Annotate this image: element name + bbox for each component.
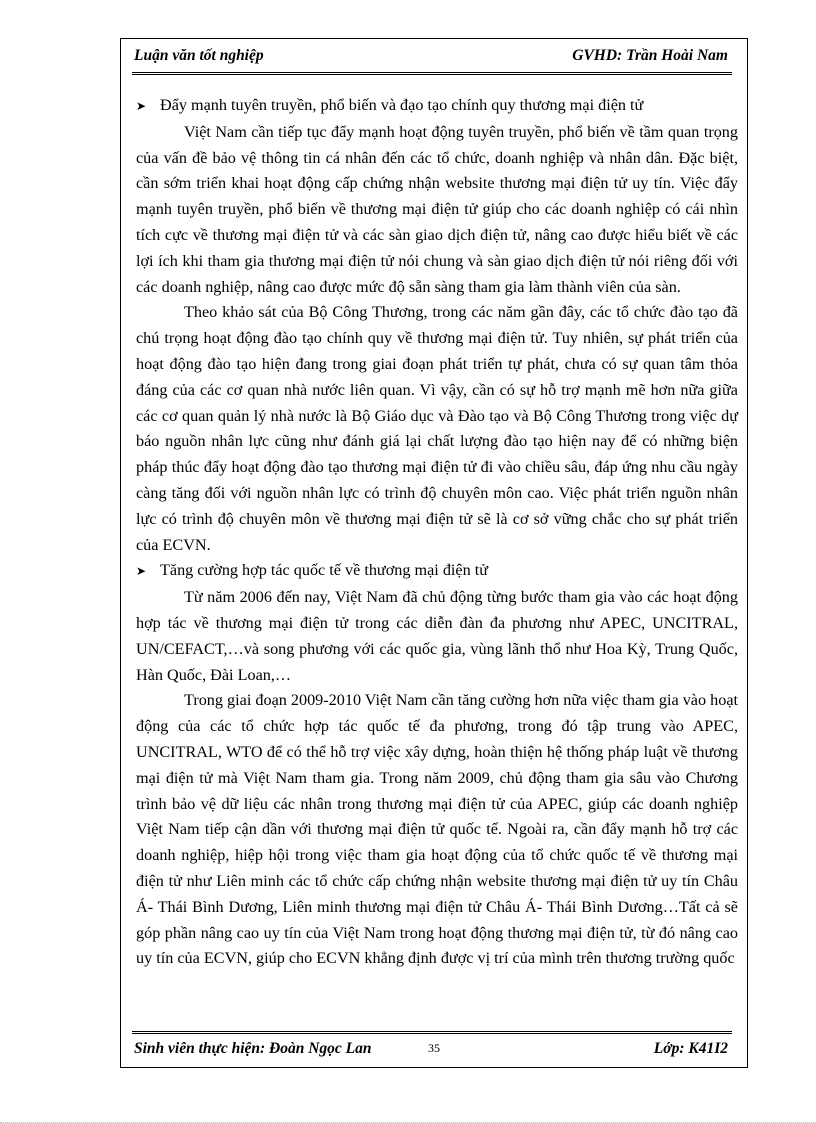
arrowhead-bullet-icon: ➤	[136, 99, 147, 113]
paragraph: Trong giai đoạn 2009-2010 Việt Nam cần tăng cường hơn nữa việc tham gia vào hoạt động của các tổ chức hợp tác quốc tế đa phương, trong đó tập trung vào APEC, UNCITRAL, WTO để có thể hỗ trợ việc xây dựng, hoàn thiện hệ thống pháp luật về thương mại điện tử mà Việt Nam tham gia. Trong năm 2009, chủ động tham gia sâu vào Chương trình bảo vệ dữ liệu các nhân trong thương mại điện tử của APEC, giúp các doanh nghiệp Việt Nam tiếp cận dần với thương mại điện tử quốc tế. Ngoài ra, cần đẩy mạnh hỗ trợ các doanh nghiệp, hiệp hội trong việc tham gia hoạt động của tổ chức quốc tế về thương mại điện tử như Liên minh các tổ chức cấp chứng nhận website thương mại điện tử uy tín Châu Á- Thái Bình Dương, Liên minh thương mại điện tử Châu Á- Thái Bình Dương…Tất cả sẽ góp phần nâng cao uy tín của Việt Nam trong hoạt động thương mại điện tử, từ đó nâng cao uy tín của ECVN, giúp cho ECVN khẳng định được vị trí của mình trên thương trường quốc	[136, 691, 738, 968]
page-header	[134, 47, 728, 69]
page-footer	[134, 1040, 728, 1062]
paragraph: Từ năm 2006 đến nay, Việt Nam đã chủ động từng bước tham gia vào các hoạt động hợp tác về thương mại điện tử trong các diễn đàn đa phương như APEC, UNCITRAL, UN/CEFACT,…và song phương với các quốc gia, vùng lãnh thổ như Hoa Kỳ, Trung Quốc, Hàn Quốc, Đài Loan,…	[136, 588, 738, 684]
paragraph: Việt Nam cần tiếp tục đẩy mạnh hoạt động tuyên truyền, phổ biến về tầm quan trọng của vấn đề bảo vệ thông tin cá nhân đến các tổ chức, doanh nghiệp và nhân dân. Đặc biệt, cần sớm triển khai hoạt động cấp chứng nhận website thương mại điện tử uy tín. Việc đẩy mạnh tuyên truyền, phổ biến về thương mại điện tử giúp cho các doanh nghiệp có cái nhìn tích cực về thương mại điện tử và các sàn giao dịch điện tử, nâng cao được hiểu biết về các lợi ích khi tham gia thương mại điện tử nói chung và sàn giao dịch điện tử nói riêng đối với các doanh nghiệp, nâng cao được mức độ sẵn sàng tham gia làm thành viên của sàn.	[136, 122, 738, 296]
document-body	[136, 93, 738, 972]
student-name: Sinh viên thực hiện: Đoàn Ngọc Lan	[134, 1040, 372, 1057]
bullet-heading-promotion	[136, 93, 738, 120]
arrowhead-bullet-icon: ➤	[136, 564, 147, 579]
class-code: Lớp: K41I2	[653, 1040, 728, 1057]
thesis-title: Luận văn tốt nghiệp	[134, 47, 264, 64]
bullet-text: Tăng cường hợp tác quốc tế về thương mại điện tử	[160, 561, 489, 580]
bullet-heading-cooperation	[136, 558, 738, 585]
bullet-text: Đẩy mạnh tuyên truyền, phổ biến và đạo tạo chính quy thương mại điện tử	[160, 96, 644, 114]
paragraph: Theo khảo sát của Bộ Công Thương, trong các năm gần đây, các tổ chức đào tạo đã chú trọng hoạt động đào tạo chính quy về thương mại điện tử. Tuy nhiên, sự phát triển của hoạt động đào tạo hiện đang trong giai đoạn phát triển tự phát, chưa có sự quan tâm thỏa đáng của các cơ quan nhà nước liên quan. Vì vậy, cần có sự hỗ trợ mạnh mẽ hơn nữa giữa các cơ quan quản lý nhà nước là Bộ Giáo dục và Đào tạo và Bộ Công Thương trong việc dự báo nguồn nhân lực cũng như đánh giá lại chất lượng đào tạo hiện nay để có những biện pháp thúc đẩy hoạt động đào tạo thương mại điện tử đi vào chiều sâu, đáp ứng nhu cầu ngày càng tăng đối với nguồn nhân lực có trình độ chuyên môn cao. Việc phát triển nguồn nhân lực có trình độ chuyên môn về thương mại điện tử sẽ là cơ sở vững chắc cho sự phát triển của ECVN.	[136, 303, 738, 554]
page-number: 35	[428, 1041, 440, 1055]
header-divider	[132, 72, 732, 75]
advisor-name: GVHD: Trần Hoài Nam	[572, 47, 728, 64]
footer-divider	[132, 1031, 732, 1034]
